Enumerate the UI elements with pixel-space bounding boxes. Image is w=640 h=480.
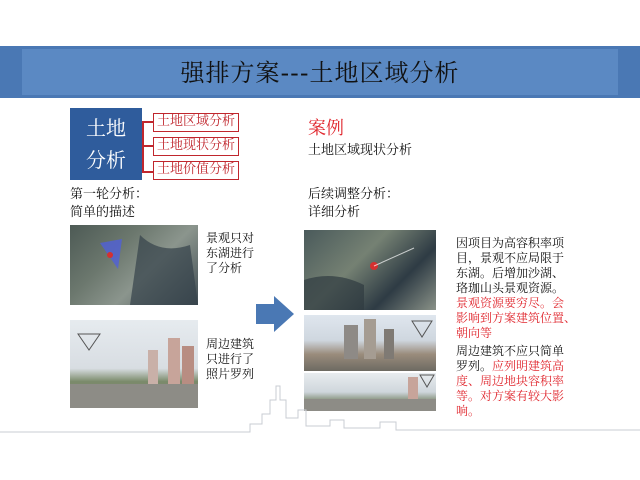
tag-land-status: 土地现状分析 <box>153 137 239 156</box>
right-heading-1: 后续调整分析： <box>308 187 400 202</box>
right-note-buildings: 周边建筑不应只简单 罗列。应列明建筑高 度、周边地块容积率 等。对方案有较大影 响。 <box>456 344 565 418</box>
left-heading-1: 第一轮分析： <box>70 187 149 202</box>
right-landscape-map-image <box>304 230 436 310</box>
progress-arrow-body <box>256 304 274 324</box>
left-map-caption: 景观只对 东湖进行 了分析 <box>206 231 255 275</box>
land-box-line1: 土地 <box>86 116 126 140</box>
tag-land-value: 土地价值分析 <box>153 161 239 180</box>
left-heading-2: 简单的描述 <box>70 205 136 220</box>
right-city-photo <box>304 315 436 371</box>
slide-title: 强排方案---土地区域分析 <box>180 59 460 87</box>
land-box-line2: 分析 <box>86 148 126 172</box>
city-skyline-decoration <box>0 380 640 480</box>
right-note-landscape: 因项目为高容积率项 目，景观不应局限于 东湖。后增加沙湖、 珞珈山头景观资源。 景观资源要穷尽。会 影响到方案建筑位置、 朝向等 <box>456 236 577 340</box>
title-banner <box>0 46 640 98</box>
right-heading-2: 详细分析 <box>308 205 361 220</box>
right-map-overlay-graphic <box>304 230 436 310</box>
land-analysis-box <box>70 108 142 180</box>
map-overlay-graphic <box>70 225 198 305</box>
left-landscape-map-image <box>70 225 198 305</box>
case-title: 案例 <box>308 118 344 139</box>
case-subtitle: 土地区域现状分析 <box>308 143 413 158</box>
city-photo-graphic <box>304 315 436 371</box>
left-street-caption: 周边建筑 只进行了 照片罗列 <box>206 337 255 381</box>
tag-land-region: 土地区域分析 <box>153 113 239 132</box>
progress-arrow-head <box>274 296 294 332</box>
